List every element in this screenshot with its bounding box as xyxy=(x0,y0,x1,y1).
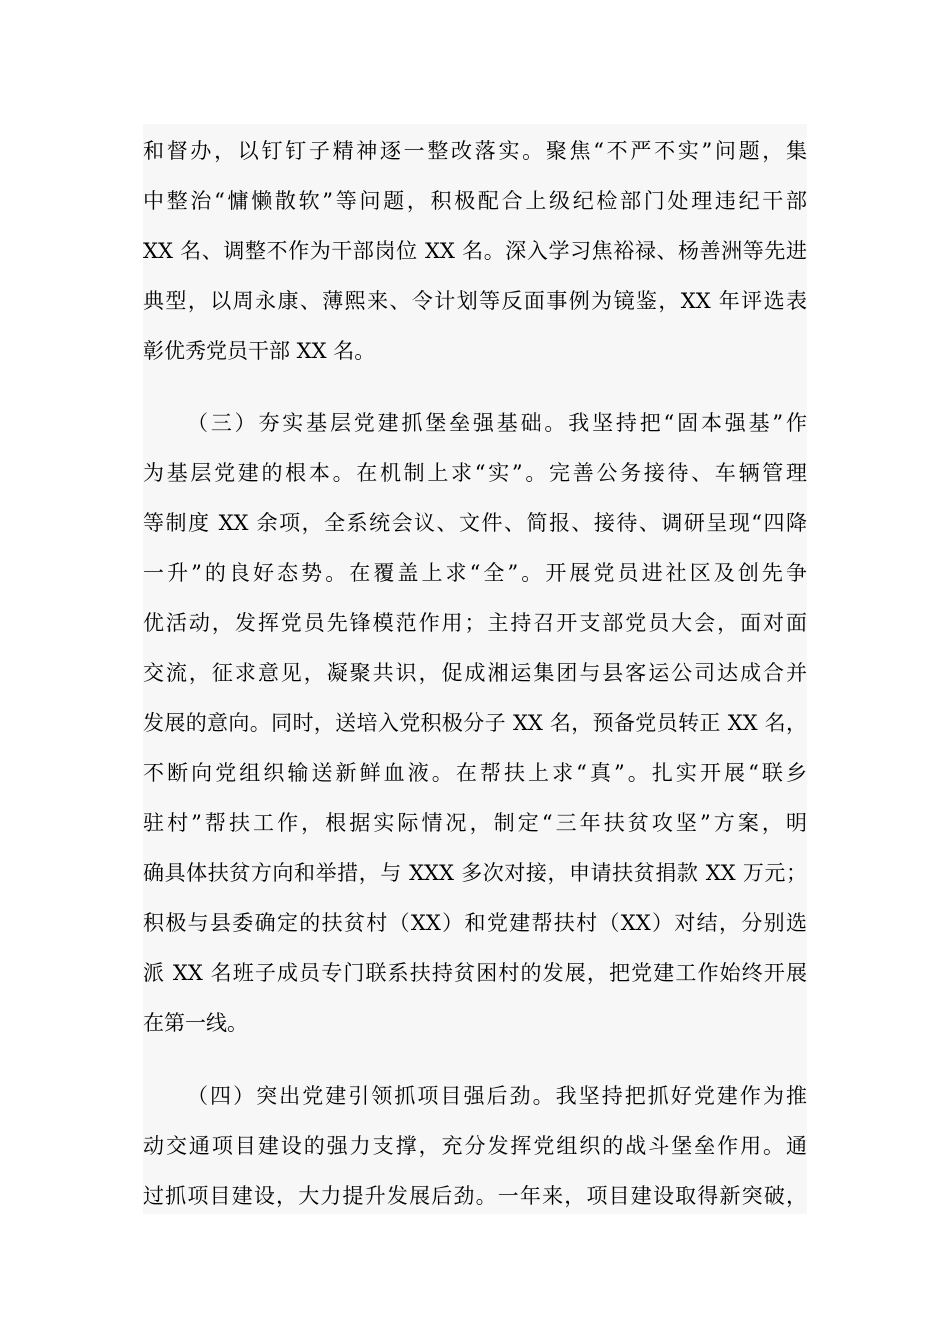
paragraph-line: 典型，以周永康、薄熙来、令计划等反面事例为镜鉴，XX 年评选表 xyxy=(143,289,807,313)
paragraph-line: 不断向党组织输送新鲜血液。在帮扶上求“真”。扎实开展“联乡 xyxy=(143,761,807,785)
paragraph-line: 为基层党建的根本。在机制上求“实”。完善公务接待、车辆管理 xyxy=(143,461,807,485)
paragraph-line: 一升”的良好态势。在覆盖上求“全”。开展党员进社区及创先争 xyxy=(143,561,807,585)
paragraph-line: 和督办，以钉钉子精神逐一整改落实。聚焦“不严不实”问题，集 xyxy=(143,139,807,163)
paragraph-line: 在第一线。 xyxy=(143,1011,248,1035)
paragraph-line: 确具体扶贫方向和举措，与 XXX 多次对接，申请扶贫捐款 XX 万元； xyxy=(143,861,807,885)
paragraph-line: 等制度 XX 余项，全系统会议、文件、简报、接待、调研呈现“四降 xyxy=(143,511,807,535)
paragraph-line: 过抓项目建设，大力提升发展后劲。一年来，项目建设取得新突破， xyxy=(143,1184,807,1208)
paragraph-1 xyxy=(143,126,807,376)
paragraph-line: 积极与县委确定的扶贫村（XX）和党建帮扶村（XX）对结，分别选 xyxy=(143,911,807,935)
paragraph-line: （四）突出党建引领抓项目强后劲。我坚持把抓好党建作为推 xyxy=(187,1084,807,1108)
paragraph-line: 优活动，发挥党员先锋模范作用；主持召开支部党员大会，面对面 xyxy=(143,611,807,635)
paragraph-line: 驻村”帮扶工作，根据实际情况，制定“三年扶贫攻坚”方案，明 xyxy=(143,811,807,835)
paragraph-2 xyxy=(143,398,807,1048)
document-body xyxy=(143,124,807,1214)
paragraph-line: 动交通项目建设的强力支撑，充分发挥党组织的战斗堡垒作用。通 xyxy=(143,1134,807,1158)
paragraph-line: XX 名、调整不作为干部岗位 XX 名。深入学习焦裕禄、杨善洲等先进 xyxy=(143,239,807,263)
paragraph-line: 发展的意向。同时，送培入党积极分子 XX 名，预备党员转正 XX 名， xyxy=(143,711,807,735)
paragraph-line: 彰优秀党员干部 XX 名。 xyxy=(143,339,376,363)
paragraph-line: 派 XX 名班子成员专门联系扶持贫困村的发展，把党建工作始终开展 xyxy=(143,961,807,985)
paragraph-3 xyxy=(143,1071,807,1221)
paragraph-line: 中整治“慵懒散软”等问题，积极配合上级纪检部门处理违纪干部 xyxy=(143,189,807,213)
paragraph-line: 交流，征求意见，凝聚共识，促成湘运集团与县客运公司达成合并 xyxy=(143,661,807,685)
paragraph-line: （三）夯实基层党建抓堡垒强基础。我坚持把“固本强基”作 xyxy=(187,411,807,435)
